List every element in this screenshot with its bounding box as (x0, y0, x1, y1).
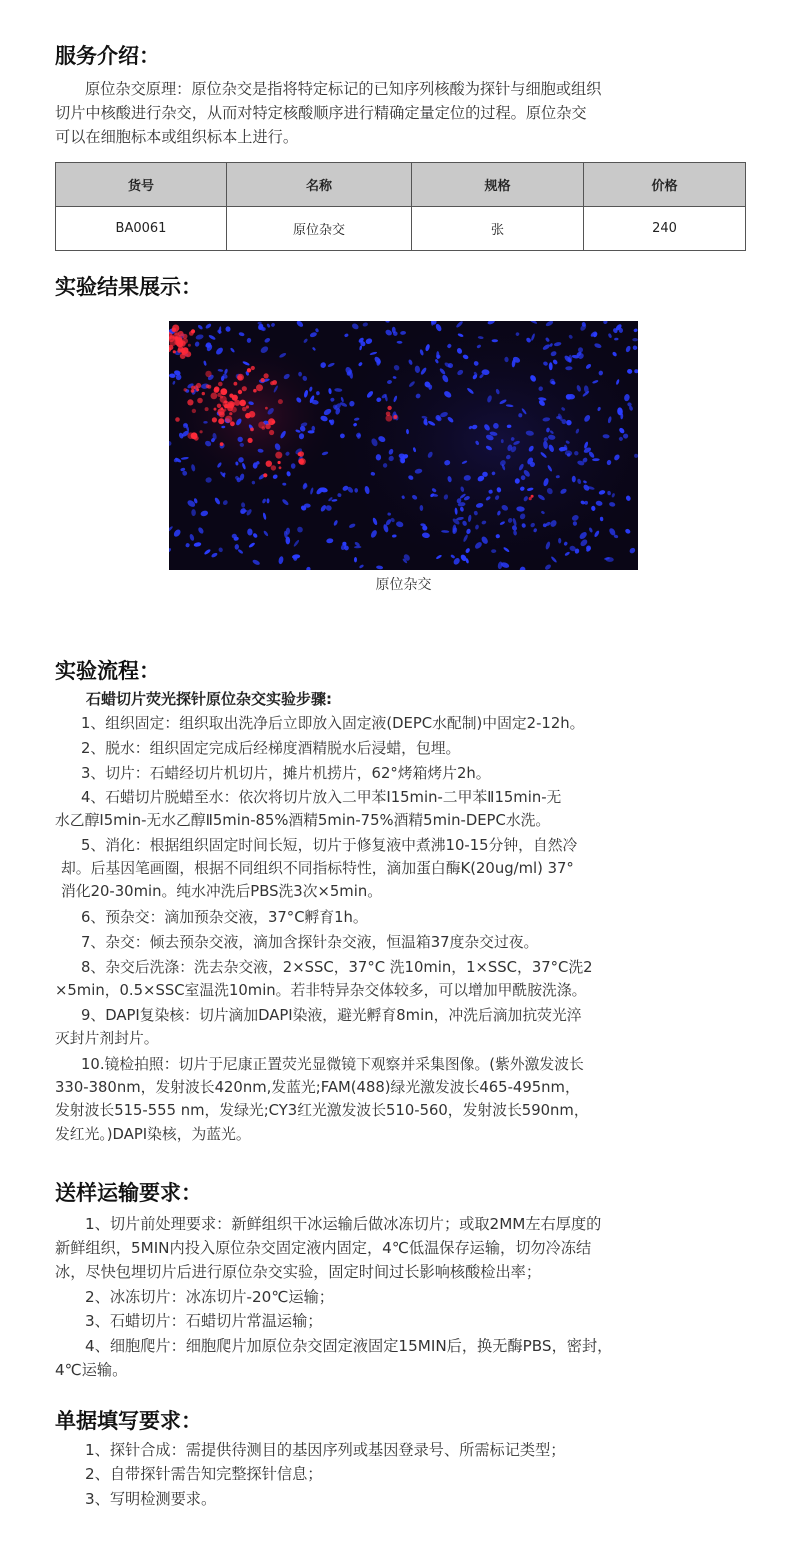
header-name: 名称 (227, 163, 412, 207)
shipping-line: 4℃运输。 (55, 1361, 128, 1379)
signal-dot (172, 336, 175, 339)
step-line: ×5min，0.5×SSC室温洗10min。若非特异杂交体较多，可以增加甲酰胺洗涤。 (55, 982, 587, 1000)
signal-dot (275, 452, 282, 459)
cell-price: 240 (584, 207, 746, 251)
tissue-glow-blue (319, 321, 638, 570)
signal-dot (194, 385, 198, 389)
signal-dot (298, 451, 304, 457)
shipping-line: 新鲜组织，5MIN内投入原位杂交固定液内固定，4℃低温保存运输，切勿冷冻结 (55, 1239, 592, 1257)
form-item-1 (55, 1438, 755, 1462)
signal-dot (205, 407, 209, 411)
signal-dot (214, 408, 217, 411)
step-line: 9、DAPI复染核：切片滴加DAPI染液，避光孵育8min，冲洗后滴加抗荧光淬 (81, 1007, 582, 1024)
form-line: 3、写明检测要求。 (85, 1490, 217, 1508)
step-line: 发射波长515-555 nm，发绿光;CY3红光激发波长510-560，发射波长590nm， (55, 1102, 589, 1120)
form-line: 2、自带探针需告知完整探针信息； (85, 1465, 323, 1483)
header-spec: 规格 (412, 163, 584, 207)
signal-dot (218, 418, 224, 424)
step-line: 灭封片剂封片。 (55, 1030, 159, 1048)
signal-dot (174, 331, 179, 336)
protocol-step-7 (55, 931, 760, 954)
service-description (55, 77, 755, 149)
shipping-item-2 (55, 1285, 755, 1309)
step-line: 消化20-30min。纯水冲洗后PBS洗3次×5min。 (61, 883, 383, 901)
signal-dot (269, 430, 274, 435)
step-line: 3、切片：石蜡经切片机切片，摊片机捞片，62°烤箱烤片2h。 (81, 765, 491, 782)
signal-dot (188, 344, 191, 347)
signal-dot (386, 412, 391, 417)
signal-dot (219, 412, 225, 418)
step-line: 8、杂交后洗涤：洗去杂交液，2×SSC，37°C 洗10min，1×SSC，37°C洗2 (81, 959, 593, 976)
protocol-step-8 (55, 956, 760, 1002)
signal-dot (265, 424, 271, 430)
step-line: 却。后基因笔画圈，根据不同组织不同指标特性，滴加蛋白酶K(20ug/ml) 37° (61, 860, 574, 878)
signal-dot (270, 381, 274, 385)
shipping-line: 4、细胞爬片：细胞爬片加原位杂交固定液固定15MIN后，换无酶PBS，密封， (85, 1337, 613, 1355)
signal-dot (192, 409, 196, 413)
signal-dot (271, 465, 276, 470)
signal-dot (202, 392, 205, 395)
signal-dot (232, 395, 238, 401)
signal-dot (263, 473, 267, 477)
signal-dot (217, 404, 221, 408)
signal-dot (214, 388, 219, 393)
nucleus-dot (492, 339, 498, 342)
signal-dot (230, 421, 235, 426)
service-line: 可以在细胞标本或组织标本上进行。 (55, 128, 298, 146)
signal-dot (224, 400, 227, 403)
nucleus-dot (354, 557, 357, 562)
shipping-line: 2、冰冻切片：冰冻切片-20℃运输； (85, 1288, 334, 1306)
table-row (56, 207, 746, 251)
signal-dot (218, 382, 223, 387)
signal-dot (172, 328, 177, 333)
step-line: 水乙醇Ⅰ5min-无水乙醇Ⅱ5min-85%酒精5min-75%酒精5min-DEPC水洗。 (55, 812, 551, 830)
signal-dot (206, 384, 210, 388)
step-line: 10.镜检拍照：切片于尼康正置荧光显微镜下观察并采集图像。(紫外激发波长 (81, 1056, 584, 1073)
shipping-line: 3、石蜡切片：石蜡切片常温运输； (85, 1312, 323, 1330)
protocol-section-title: 实验流程： (55, 659, 160, 683)
nucleus-dot (267, 498, 270, 503)
step-line: 7、杂交：倾去预杂交液，滴加含探针杂交液，恒温箱37度杂交过夜。 (81, 934, 539, 951)
signal-dot (278, 461, 281, 464)
nucleus-dot (632, 338, 638, 341)
protocol-step-10 (55, 1053, 760, 1146)
step-line: 发红光。)DAPI染核，为蓝光。 (55, 1125, 251, 1143)
shipping-item-4 (55, 1334, 755, 1382)
shipping-section-title: 送样运输要求： (55, 1181, 202, 1205)
signal-dot (250, 428, 254, 432)
protocol-step-5 (55, 834, 760, 904)
signal-dot (197, 398, 203, 404)
signal-dot (256, 384, 263, 391)
signal-dot (225, 416, 232, 423)
step-line: 1、组织固定：组织取出洗净后立即放入固定液(DEPC水配制)中固定2-12h。 (81, 715, 585, 732)
form-item-3 (55, 1487, 755, 1511)
figure-caption: 原位杂交 (375, 577, 432, 593)
signal-dot (177, 339, 181, 343)
signal-dot (212, 417, 217, 422)
price-table (55, 162, 746, 251)
signal-dot (279, 466, 282, 469)
cell-spec: 张 (412, 207, 584, 251)
signal-dot (223, 409, 226, 412)
signal-dot (184, 388, 187, 391)
form-line: 1、探针合成：需提供待测目的基因序列或基因登录号、所需标记类型； (85, 1441, 566, 1459)
service-line: 切片中核酸进行杂交，从而对特定核酸顺序进行精确定量定位的过程。原位杂交 (55, 104, 587, 122)
signal-dot (175, 417, 180, 422)
signal-dot (211, 393, 218, 400)
signal-dot (187, 399, 193, 405)
shipping-line: 冰，尽快包埋切片后进行原位杂交实验，固定时间过长影响核酸检出率； (55, 1263, 541, 1281)
signal-dot (205, 371, 211, 377)
signal-dot (387, 406, 391, 410)
signal-dot (200, 430, 203, 433)
signal-dot (299, 458, 306, 465)
tissue-glow-red (169, 336, 344, 496)
signal-dot (253, 389, 257, 393)
signal-dot (264, 373, 269, 378)
signal-dot (220, 407, 223, 410)
signal-dot (242, 386, 247, 391)
cell-item-no: BA0061 (56, 207, 227, 251)
signal-dot (242, 407, 247, 412)
protocol-step-3 (55, 762, 760, 785)
protocol-subtitle: 石蜡切片荧光探针原位杂交实验步骤: (86, 690, 333, 708)
step-line: 2、脱水：组织固定完成后经梯度酒精脱水后浸蜡，包埋。 (81, 740, 461, 757)
signal-dot (261, 378, 265, 382)
nucleus-dot (572, 476, 576, 483)
protocol-step-9 (55, 1004, 760, 1050)
step-line: 330-380nm，发射波长420nm,发蓝光;FAM(488)绿光激发波长465-495nm， (55, 1079, 580, 1097)
signal-dot (272, 420, 276, 424)
service-section-title: 服务介绍： (55, 44, 160, 68)
signal-dot (266, 461, 272, 467)
signal-dot (258, 422, 265, 429)
signal-dot (178, 346, 184, 352)
header-item-no: 货号 (56, 163, 227, 207)
step-line: 4、石蜡切片脱蜡至水：依次将切片放入二甲苯Ⅰ15min-二甲苯Ⅱ15min-无 (81, 789, 562, 806)
signal-dot (191, 389, 195, 393)
signal-dot (239, 400, 246, 407)
signal-dot (229, 412, 232, 415)
cell-name: 原位杂交 (227, 207, 412, 251)
step-line: 5、消化：根据组织固定时间长短，切片于修复液中煮沸10-15分钟，自然冷 (81, 837, 578, 854)
signal-dot (191, 432, 198, 439)
protocol-step-4 (55, 786, 760, 832)
service-line: 原位杂交原理：原位杂交是指将特定标记的已知序列核酸为探针与细胞或组织 (85, 80, 602, 98)
shipping-item-3 (55, 1309, 755, 1333)
signal-dot (182, 334, 187, 339)
table-header-row (56, 163, 746, 207)
signal-dot (231, 407, 237, 413)
protocol-step-2 (55, 737, 760, 760)
signal-dot (238, 390, 242, 394)
signal-dot (234, 382, 238, 386)
signal-dot (265, 407, 268, 410)
signal-dot (248, 438, 253, 443)
micrograph-canvas (169, 321, 638, 570)
signal-dot (251, 366, 255, 370)
form-section-title: 单据填写要求： (55, 1409, 202, 1433)
form-item-2 (55, 1462, 755, 1486)
fluorescence-micrograph (169, 321, 638, 570)
protocol-step-1 (55, 712, 760, 735)
signal-dot (393, 415, 397, 419)
signal-dot (237, 374, 244, 381)
signal-dot (247, 368, 251, 372)
signal-dot (220, 388, 227, 395)
header-price: 价格 (584, 163, 746, 207)
signal-dot (278, 399, 283, 404)
signal-dot (217, 393, 221, 397)
results-section-title: 实验结果展示： (55, 275, 202, 299)
signal-dot (173, 350, 176, 353)
step-line: 6、预杂交：滴加预杂交液，37°C孵育1h。 (81, 909, 368, 926)
shipping-item-1 (55, 1212, 755, 1284)
signal-dot (531, 495, 534, 498)
signal-dot (245, 413, 251, 419)
nucleus-dot (291, 463, 296, 469)
signal-dot (189, 331, 194, 336)
protocol-step-6 (55, 906, 760, 929)
signal-dot (220, 442, 224, 446)
shipping-line: 1、切片前处理要求：新鲜组织干冰运输后做冰冻切片；或取2MM左右厚度的 (85, 1215, 602, 1233)
